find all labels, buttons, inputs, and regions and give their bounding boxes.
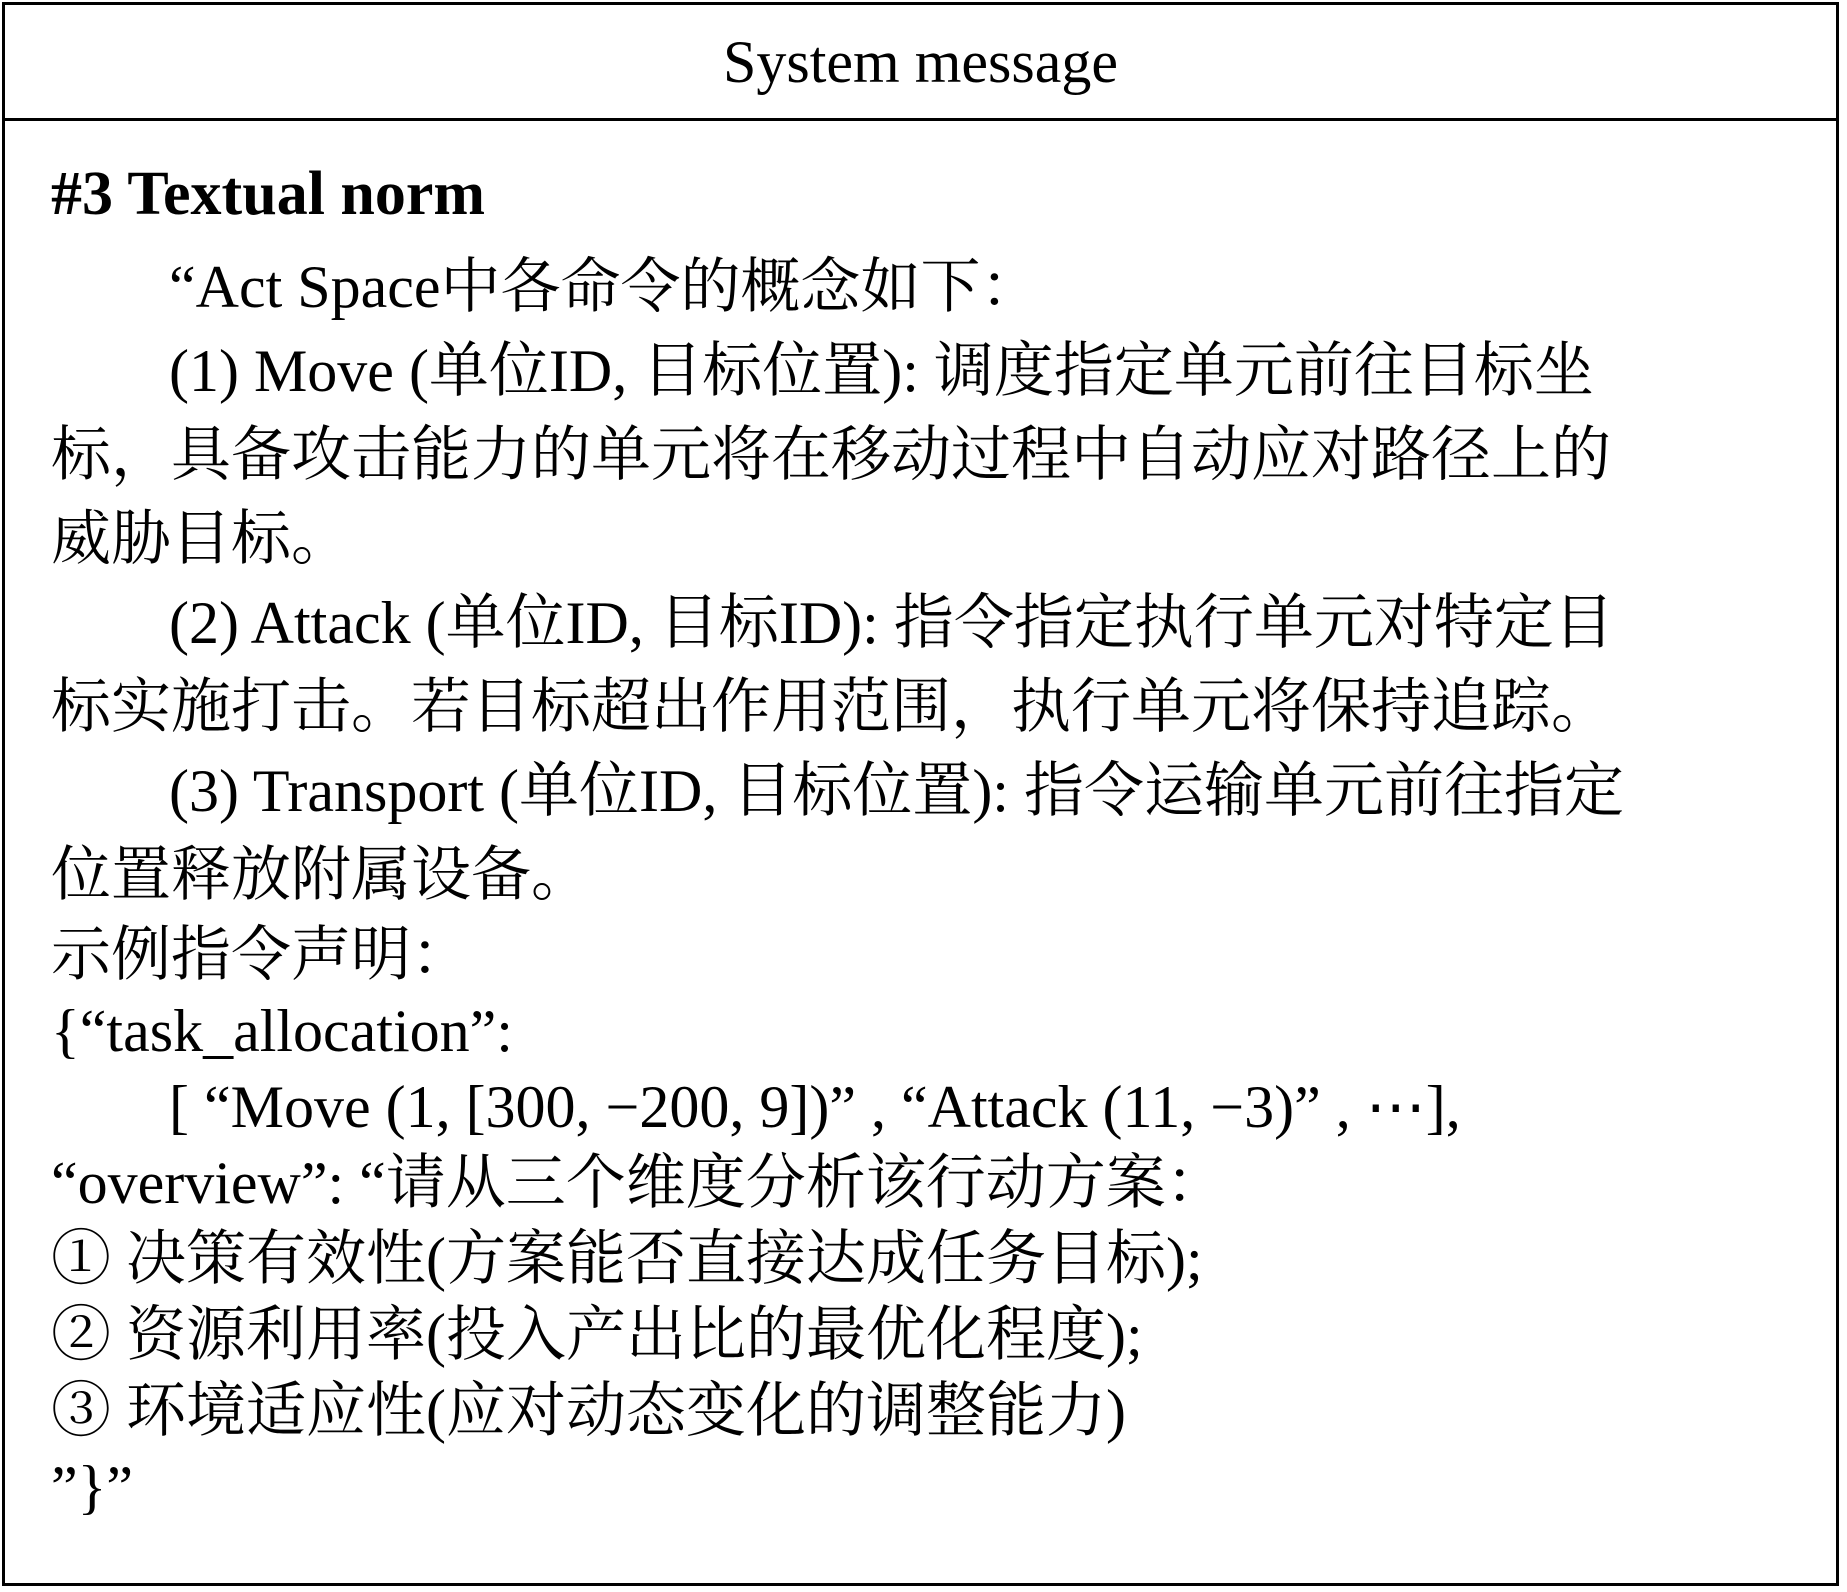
example-label: 示例指令声明： <box>51 922 471 988</box>
move-definition-line-3: 威胁目标。 <box>51 506 351 572</box>
criterion-effectiveness-line: ① 决策有效性(方案能否直接达成任务目标); <box>51 1226 1203 1292</box>
move-definition-line-2: 标，具备攻击能力的单元将在移动过程中自动应对路径上的 <box>51 422 1611 488</box>
section-title: #3 Textual norm <box>51 160 486 228</box>
box-body <box>5 121 1836 1525</box>
transport-definition-line-2: 位置释放附属设备。 <box>51 842 591 908</box>
json-overview-line: “overview”: “请从三个维度分析该行动方案： <box>51 1150 1226 1216</box>
attack-definition-line-2: 标实施打击。若目标超出作用范围，执行单元将保持追踪。 <box>51 674 1611 740</box>
json-close-line: ”}” <box>51 1454 134 1520</box>
message-content <box>51 245 1790 1525</box>
intro-line: “Act Space中各命令的概念如下： <box>169 254 1041 320</box>
system-message-box <box>2 2 1839 1586</box>
move-definition-line-1: (1) Move (单位ID, 目标位置): 调度指定单元前往目标坐 <box>169 338 1594 404</box>
criterion-adaptability-line: ③ 环境适应性(应对动态变化的调整能力) <box>51 1378 1126 1444</box>
transport-definition-line-1: (3) Transport (单位ID, 目标位置): 指令运输单元前往指定 <box>169 758 1624 824</box>
json-open-line: {“task_allocation”: <box>51 998 513 1064</box>
box-header <box>5 5 1836 121</box>
json-task-list-line: [ “Move (1, [300, −200, 9])” , “Attack (11, −3)” , ⋯], <box>169 1074 1461 1140</box>
criterion-resource-line: ② 资源利用率(投入产出比的最优化程度); <box>51 1302 1143 1368</box>
attack-definition-line-1: (2) Attack (单位ID, 目标ID): 指令指定执行单元对特定目 <box>169 590 1614 656</box>
header-title: System message <box>723 28 1118 95</box>
